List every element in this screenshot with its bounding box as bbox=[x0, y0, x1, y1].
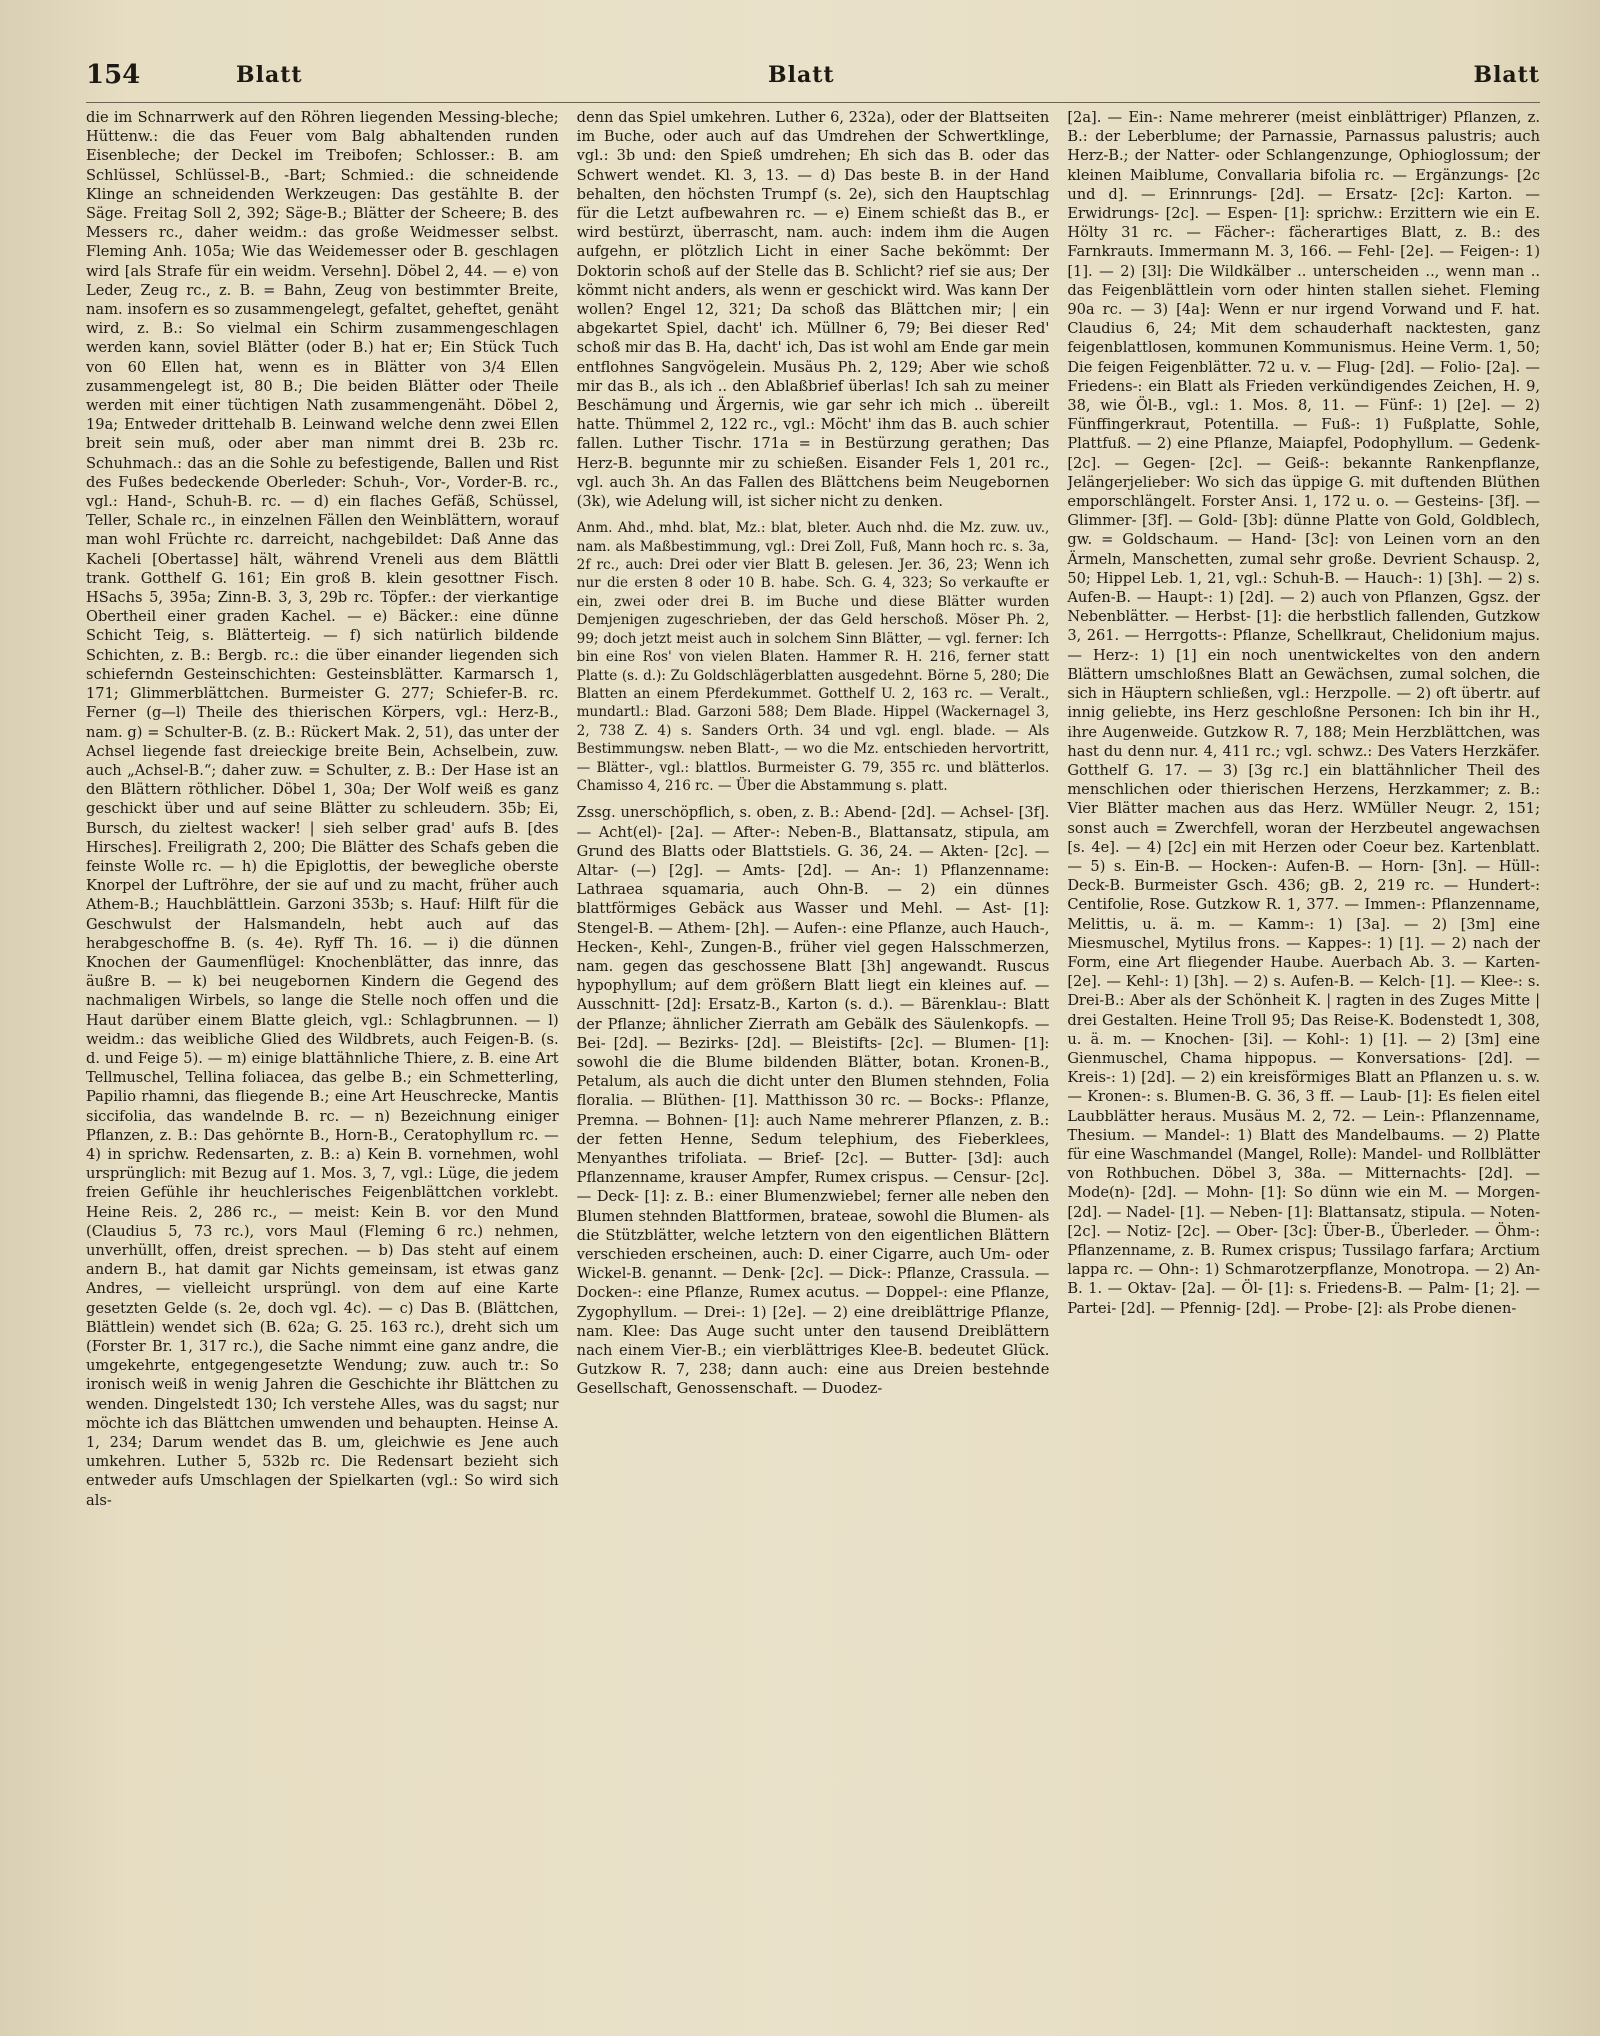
column-left bbox=[86, 108, 559, 1976]
running-head-center: Blatt bbox=[768, 62, 835, 88]
column-middle-paragraph-2: Anm. Ahd., mhd. blat, Mz.: blat, bleter. Auch nhd. die Mz. zuw. uv., nam. als Maßbestimmung, vgl.: Drei Zoll, Fuß, Mann hoch rc. s. 3a, 2f rc., auch: Drei oder vier Blatt B. gelesen. Jer. 36, 23; Wenn ich nur die ersten 8 oder 10 B. habe. Sch. G. 4, 323; So verkaufte er ein, zwei oder drei B. im Buche und diese Blätter wurden Demjenigen zugeschrieben, der das Geld herschoß. Möser Ph. 2, 99; doch jetzt meist auch in solchem Sinn Blätter, — vgl. ferner: Ich bin eine Ros' von vielen Blaten. Hammer R. H. 216, ferner statt Platte (s. d.): Zu Goldschlägerblatten ausgedehnt. Börne 5, 280; Die Blatten an einem Pferdekummet. Gotthelf U. 2, 163 rc. — Veralt., mundartl.: Blad. Garzoni 588; Dem Blade. Hippel (Wackernagel 3, 2, 738 Z. 4) s. Sanders Orth. 34 und vgl. engl. blade. — Als Bestimmungsw. neben Blatt-, — wo die Mz. entschieden hervortritt, — Blätter-, vgl.: blattlos. Burmeister G. 79, 355 rc. und blätterlos. Chamisso 4, 216 rc. — Über die Abstammung s. platt. bbox=[576, 520, 1050, 794]
header-rule bbox=[86, 102, 1540, 103]
column-right bbox=[1067, 108, 1540, 1976]
column-middle bbox=[577, 108, 1050, 1976]
column-left-paragraph-1: die im Schnarrwerk auf den Röhren liegenden Messing-bleche; Hüttenw.: die das Feuer vom Balg abhaltenden runden Eisenbleche; der Deckel im Treibofen; Schlosser.: B. am Schlüssel, Schlüssel-B., -Bart; Schmied.: die schneidende Klinge an schneidenden Werkzeugen: Das gestählte B. der Säge. Freitag Soll 2, 392; Säge-B.; Blätter der Scheere; B. des Messers rc., daher weidm.: das große Weidmesser selbst. Fleming Anh. 105a; Wie das Weidemesser oder B. geschlagen wird [als Strafe für ein weidm. Versehn]. Döbel 2, 44. — e) von Leder, Zeug rc., z. B. = Bahn, Zeug von bestimmter Breite, nam. insofern es so zusammengelegt, gefaltet, geheftet, genäht wird, z. B.: So vielmal ein Schirm zusammengeschlagen werden kann, soviel Blätter (oder B.) hat er; Ein Stück Tuch von 60 Ellen hat, wenn es in Blätter von 3/4 Ellen zusammengelegt ist, 80 B.; Die beiden Blätter oder Theile werden mit einer tüchtigen Nath zusammengenäht. Döbel 2, 19a; Entweder drittehalb B. Leinwand welche denn zwei Ellen breit sein muß, oder aber man nimmt drei B. 23b rc. Schuhmach.: das an die Sohle zu befestigende, Ballen und Rist des Fußes bedeckende Oberleder: Schuh-, Vor-, Vorder-B. rc., vgl.: Hand-, Schuh-B. rc. — d) ein flaches Gefäß, Schüssel, Teller, Schale rc., in einzelnen Fällen den Weinblättern, worauf man wohl Früchte rc. darreicht, nachgebildet: Daß Anne das Kacheli [Obertasse] hält, während Vreneli aus dem Blättli trank. Gotthelf G. 161; Ein groß B. klein gesottner Fisch. HSachs 5, 395a; Zinn-B. 3, 3, 29b rc. Töpfer.: der vierkantige Obertheil einer graden Kachel. — e) Bäcker.: eine dünne Schicht Teig, s. Blätterteig. — f) sich natürlich bildende Schichten, z. B.: Bergb. rc.: die über einander liegenden sich schieferndn Gesteinschichten: Gesteinsblätter. Karmarsch 1, 171; Glimmerblättchen. Burmeister G. 277; Schiefer-B. rc. Ferner (g—l) Theile des thierischen Körpers, vgl.: Herz-B., nam. g) = Schulter-B. (z. B.: Rückert Mak. 2, 51), das unter der Achsel liegende fast dreieckige breite Bein, Achselbein, zuw. auch „Achsel-B.“; daher zuw. = Schulter, z. B.: Der Hase ist an den Blättern röthlicher. Döbel 1, 30a; Der Wolf weiß es ganz geschickt über und auf seine Blätter zu schleudern. 35b; Ei, Bursch, du zieltest wacker! | sieh selber grad' aufs B. [des Hirsches]. Freiligrath 2, 200; Die Blätter des Schafs geben die feinste Wolle rc. — h) die Epiglottis, der bewegliche oberste Knorpel der Luftröhre, der sie auf und zu macht, früher auch Athem-B.; Hauchblättlein. Garzoni 353b; s. Hauf: Hilft für die Geschwulst der Halsmandeln, hebt auch auf das herabgeschoffne B. (s. 4e). Ryff Th. 16. — i) die dünnen Knochen der Gaumenflügel: Knochenblätter, das innre, das äußre B. — k) bei neugebornen Kindern die Gegend des nachmaligen Wirbels, so lange die Stelle noch offen und die Haut darüber einem Blatte gleich, vgl.: Schlagbrunnen. — l) weidm.: das weibliche Glied des Wildbrets, auch Feigen-B. (s. d. und Feige 5). — m) einige blattähnliche Thiere, z. B. eine Art Tellmuschel, Tellina foliacea, das gelbe B.; ein Schmetterling, Papilio rhamni, das fliegende B.; eine Art Heuschrecke, Mantis siccifolia, das wandelnde B. rc. — n) Bezeichnung einiger Pflanzen, z. B.: Das gehörnte B., Horn-B., Ceratophyllum rc. — 4) in sprichw. Redensarten, z. B.: a) Kein B. vornehmen, wohl ursprünglich: mit Bezug auf 1. Mos. 3, 7, vgl.: Lüge, die jedem freien Gefühle ihr heuchlerisches Feigenblättchen vorklebt. Heine Reis. 2, 286 rc., — meist: Kein B. vor den Mund (Claudius 5, 73 rc.), vors Maul (Fleming 6 rc.) nehmen, unverhüllt, offen, dreist sprechen. — b) Das steht auf einem andern B., hat damit gar Nichts gemeinsam, ist etwas ganz Andres, — vielleicht ursprüngl. von dem auf eine Karte gesetzten Gelde (s. 2e, doch vgl. 4c). — c) Das B. (Blättchen, Blättlein) wendet sich (B. 62a; G. 25. 163 rc.), dreht sich um (Forster Br. 1, 317 rc.), die Sache nimmt eine ganz andre, die umgekehrte, entgegengesetzte Wendung; zuw. auch tr.: So ironisch weiß in wenig Jahren die Geschichte ihr Blättchen zu wenden. Dingelstedt 130; Ich verstehe Alles, was du sagst; nur möchte ich das Blättchen umwenden und behaupten. Heinse A. 1, 234; Darum wendet das B. um, gleichwie es Jene auch umkehren. Luther 5, 532b rc. Die Redensart bezieht sich entweder aufs Umschlagen der Spielkarten (vgl.: So wird sich als- bbox=[86, 109, 559, 1509]
column-right-paragraph-1: [2a]. — Ein-: Name mehrerer (meist einblättriger) Pflanzen, z. B.: der Leberblume; der Parnassie, Parnassus palustris; auch Herz-B.; der Natter- oder Schlangenzunge, Ophioglossum; der kleinen Maiblume, Convallaria bifolia rc. — Ergänzungs- [2c und d]. — Erinnrungs- [2d]. — Ersatz- [2c]: Karton. — Erwidrungs- [2c]. — Espen- [1]: sprichw.: Erzittern wie ein E. Hölty 31 rc. — Fächer-: fächerartiges Blatt, z. B.: des Farnkrauts. Immermann M. 3, 166. — Fehl- [2e]. — Feigen-: 1) [1]. — 2) [3l]: Die Wildkälber .. unterscheiden .., wenn man .. das Feigenblättlein vorn oder hinten stallen siehet. Fleming 90a rc. — 3) [4a]: Wenn er nur irgend Vorwand und F. hat. Claudius 6, 24; Mit dem schauderhaft nacktesten, ganz feigenblattlosen, kommunen Kommunismus. Heine Verm. 1, 50; Die feigen Feigenblätter. 72 u. v. — Flug- [2d]. — Folio- [2a]. — Friedens-: ein Blatt als Frieden verkündigendes Zeichen, H. 9, 38, wie Öl-B., vgl.: 1. Mos. 8, 11. — Fünf-: 1) [2e]. — 2) Fünffingerkraut, Potentilla. — Fuß-: 1) Fußplatte, Sohle, Plattfuß. — 2) eine Pflanze, Maiapfel, Podophyllum. — Gedenk- [2c]. — Gegen- [2c]. — Geiß-: bekannte Rankenpflanze, Jelängerjelieber: Wo sich das üppige G. mit duftenden Blüthen emporschlängelt. Forster Ansi. 1, 172 u. o. — Gesteins- [3f]. — Glimmer- [3f]. — Gold- [3b]: dünne Platte von Gold, Goldblech, gw. = Goldschaum. — Hand- [3c]: von Leinen vorn an den Ärmeln, Manschetten, zumal sehr große. Devrient Schausp. 2, 50; Hippel Leb. 1, 21, vgl.: Schuh-B. — Hauch-: 1) [3h]. — 2) s. Aufen-B. — Haupt-: 1) [2d]. — 2) auch von Pflanzen, Ggsz. der Nebenblätter. — Herbst- [1]: die herbstlich fallenden, Gutzkow 3, 261. — Herrgotts-: Pflanze, Schellkraut, Chelidonium majus. — Herz-: 1) [1] ein noch unentwickeltes von den andern Blättern umschloßnes Blatt an Gewächsen, zumal solchen, die sich in Häuptern schließen, vgl.: Herzpolle. — 2) oft übertr. auf innig geliebte, ins Herz geschloßne Personen: Ich bin ihr H., ihre Augenweide. Gutzkow R. 7, 188; Mein Herzblättchen, was hast du denn nur. 4, 411 rc.; vgl. schwz.: Des Vaters Herzkäfer. Gotthelf G. 17. — 3) [3g rc.] ein blattähnlicher Theil des menschlichen oder thierischen Herzens, Herzkammer; z. B.: Vier Blätter machen aus das Herz. WMüller Neugr. 2, 151; sonst auch = Zwerchfell, woran der Herzbeutel angewachsen [s. 4e]. — 4) [2c] ein mit Herzen oder Coeur bez. Kartenblatt. — 5) s. Ein-B. — Hocken-: Aufen-B. — Horn- [3n]. — Hüll-: Deck-B. Burmeister Gsch. 436; gB. 2, 219 rc. — Hundert-: Centifolie, Rose. Gutzkow R. 1, 377. — Immen-: Pflanzenname, Melittis, u. ä. m. — Kamm-: 1) [3a]. — 2) [3m] eine Miesmuschel, Mytilus frons. — Kappes-: 1) [1]. — 2) nach der Form, eine Art fliegender Haube. Auerbach Ab. 3. — Karten- [2e]. — Kehl-: 1) [3h]. — 2) s. Aufen-B. — Kelch- [1]. — Klee-: s. Drei-B.: Aber als der Schönheit K. | ragten in des Zuges Mitte | drei Gestalten. Heine Troll 95; Das Reise-K. Bodenstedt 1, 308, u. ä. m. — Knochen- [3i]. — Kohl-: 1) [1]. — 2) [3m] eine Gienmuschel, Chama hippopus. — Konversations- [2d]. — Kreis-: 1) [2d]. — 2) ein kreisförmiges Blatt an Pflanzen u. s. w. — Kronen-: s. Blumen-B. G. 36, 3 ff. — Laub- [1]: Es fielen eitel Laubblätter heraus. Musäus M. 2, 72. — Lein-: Pflanzenname, Thesium. — Mandel-: 1) Blatt des Mandelbaums. — 2) Platte für eine Waschmandel (Mangel, Rolle): Mandel- und Rollblätter von Rothbuchen. Döbel 3, 38a. — Mitternachts- [2d]. — Mode(n)- [2d]. — Mohn- [1]: So dünn wie ein M. — Morgen- [2d]. — Nadel- [1]. — Neben- [1]: Blattansatz, stipula. — Noten- [2c]. — Notiz- [2c]. — Ober- [3c]: Über-B., Überleder. — Öhm-: Pflanzenname, z. B. Rumex crispus; Tussilago farfara; Arctium lappa rc. — Ohn-: 1) Schmarotzerpflanze, Monotropa. — 2) An-B. 1. — Oktav- [2a]. — Öl- [1]: s. Friedens-B. — Palm- [1; 2]. — Partei- [2d]. — Pfennig- [2d]. — Probe- [2]: als Probe dienen- bbox=[1067, 109, 1541, 1317]
page-header bbox=[86, 60, 1540, 100]
running-head-left: Blatt bbox=[236, 62, 303, 88]
column-middle-paragraph-3: Zssg. unerschöpflich, s. oben, z. B.: Abend- [2d]. — Achsel- [3f]. — Acht(el)- [2a]. — After-: Neben-B., Blattansatz, stipula, am Grund des Blatts oder Blattstiels. G. 36, 24. — Akten- [2c]. — Altar- (—) [2g]. — Amts- [2d]. — An-: 1) Pflanzenname: Lathraea squamaria, auch Ohn-B. — 2) ein dünnes blattförmiges Gebäck aus Wasser und Mehl. — Ast- [1]: Stengel-B. — Athem- [2h]. — Aufen-: eine Pflanze, auch Hauch-, Hecken-, Kehl-, Zungen-B., früher viel gegen Halsschmerzen, nam. gegen das geschossene Blatt [3h] angewandt. Ruscus hypophyllum; auf dem größern Blatt liegt ein kleines auf. — Ausschnitt- [2d]: Ersatz-B., Karton (s. d.). — Bärenklau-: Blatt der Pflanze; ähnlicher Zierrath am Gebälk des Säulenkopfs. — Bei- [2d]. — Bezirks- [2d]. — Bleistifts- [2c]. — Blumen- [1]: sowohl die die Blume bildenden Blätter, botan. Kronen-B., Petalum, als auch die dicht unter den Blumen stehnden, Folia floralia. — Blüthen- [1]. Matthisson 30 rc. — Bocks-: Pflanze, Premna. — Bohnen- [1]: auch Name mehrerer Pflanzen, z. B.: der fetten Henne, Sedum telephium, des Fieberklees, Menyanthes trifoliata. — Brief- [2c]. — Butter- [3d]: auch Pflanzenname, krauser Ampfer, Rumex crispus. — Censur- [2c]. — Deck- [1]: z. B.: einer Blumenzwiebel; ferner alle neben den Blumen stehnden Blattformen, brateae, sowohl die Blumen- als die Stützblätter, welche letztern von den eigentlichen Blättern verschieden erscheinen, auch: D. einer Cigarre, auch Um- oder Wickel-B. genannt. — Denk- [2c]. — Dick-: Pflanze, Crassula. — Docken-: eine Pflanze, Rumex acutus. — Doppel-: eine Pflanze, Zygophyllum. — Drei-: 1) [2e]. — 2) eine dreiblättrige Pflanze, nam. Klee: Das Auge sucht unter den tausend Dreiblättern nach einem Vier-B.; ein vierblättriges Klee-B. bedeutet Glück. Gutzkow R. 7, 238; dann auch: eine aus Dreien bestehnde Gesellschaft, Genossenschaft. — Duodez- bbox=[576, 804, 1050, 1398]
running-head-right: Blatt bbox=[1473, 62, 1540, 88]
text-columns bbox=[86, 108, 1540, 1976]
page-number: 154 bbox=[86, 60, 141, 90]
column-middle-paragraph-1: denn das Spiel umkehren. Luther 6, 232a), oder der Blattseiten im Buche, oder auch auf das Umdrehen der Schwertklinge, vgl.: 3b und: den Spieß umdrehen; Eh sich das B. oder das Schwert wendet. Kl. 3, 13. — d) Das beste B. in der Hand behalten, den höchsten Trumpf (s. 2e), sich den Hauptschlag für die Letzt aufbewahren rc. — e) Einem schießt das B., er wird bestürzt, überrascht, nam. auch: indem ihm die Augen aufgehn, er plötzlich Licht in einer Sache bekömmt: Der Doktorin schoß auf der Stelle das B. Schlicht? rief sie aus; Der kömmt nicht anders, als wenn er geschickt wird. Was kann Der wollen? Engel 12, 321; Da schoß das Blättchen mir; | ein abgekartet Spiel, dacht' ich. Müllner 6, 79; Bei dieser Red' schoß mir das B. Ha, dacht' ich, Das ist wohl am Ende gar mein entflohnes Sangvögelein. Musäus Ph. 2, 129; Aber wie schoß mir das B., als ich .. den Ablaßbrief überlas! Ich sah zu meiner Beschämung und Ärgernis, wie gar sehr ich mich .. übereilt hatte. Thümmel 2, 122 rc., vgl.: Möcht' ihm das B. auch schier fallen. Luther Tischr. 171a = in Bestürzung gerathen; Das Herz-B. begunnte mir zu schießen. Eisander Fels 1, 201 rc., vgl. auch 3h. An das Fallen des Blättchens beim Neugebornen (3k), wie Adelung will, ist sicher nicht zu denken. bbox=[576, 109, 1050, 511]
